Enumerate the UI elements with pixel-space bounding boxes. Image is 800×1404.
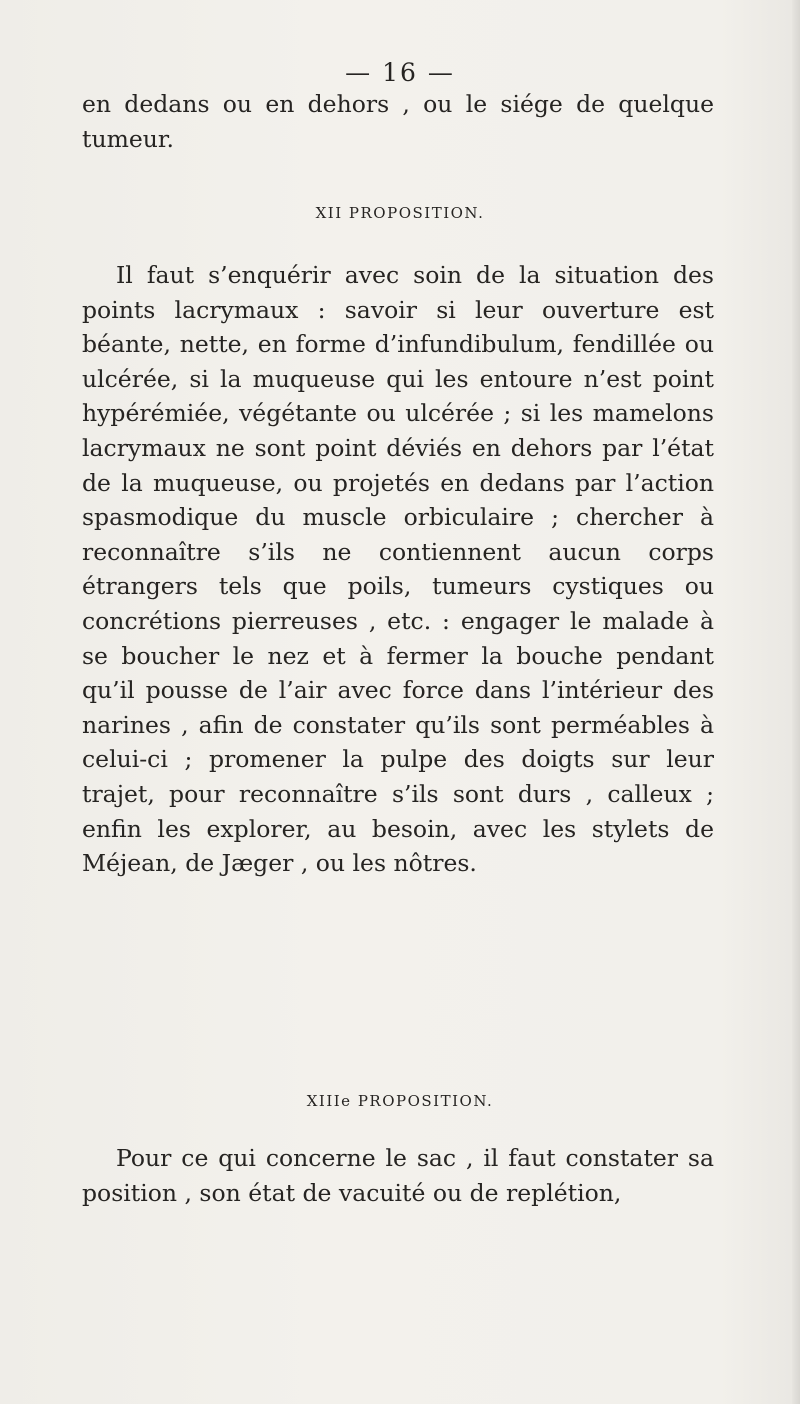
page-number-header: — 16 — bbox=[345, 58, 455, 87]
section-12-heading: XII PROPOSITION. bbox=[315, 204, 485, 222]
section-13-body: Pour ce qui concerne le sac , il faut constater sa position , son état de vacuité ou de replétion, bbox=[82, 1144, 714, 1207]
intro-paragraph: en dedans ou en dehors , ou le siége de quelque tumeur. bbox=[82, 90, 714, 153]
section-13-heading: XIIIe PROPOSITION. bbox=[306, 1092, 494, 1110]
section-12-body: Il faut s’enquérir avec soin de la situation des points lacrymaux : savoir si leur ouverture est béante, nette, en forme d’infundibulum, fendillée ou ulcérée, si la muqueuse qui les entoure n’est point hypérémiée, végétante ou ulcérée ; si les mamelons lacrymaux ne sont point déviés en dehors par l’état de la muqueuse, ou projetés en dedans par l’action spasmodique du muscle orbiculaire ; chercher à reconnaître s’ils ne contiennent aucun corps étrangers tels que poils, tumeurs cystiques ou concrétions pierreuses , etc. : engager le malade à se boucher le nez et à fermer la bouche pendant qu’il pousse de l’air avec force dans l’intérieur des narines , afin de constater qu’ils sont perméables à celui-ci ; promener la pulpe des doigts sur leur trajet, pour reconnaître s’ils sont durs , calleux ; enfin les explorer, au besoin, avec les stylets de Méjean, de Jæger , ou les nôtres. bbox=[82, 261, 714, 878]
